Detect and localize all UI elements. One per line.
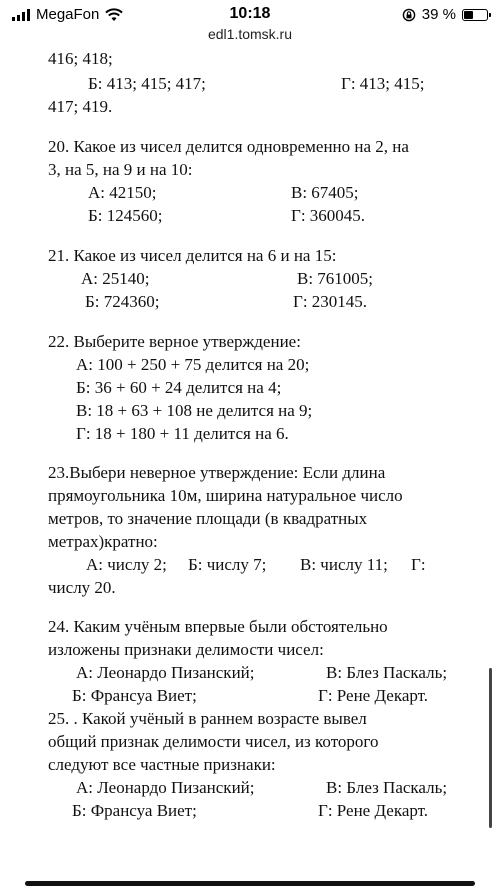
question-25-line-1: 25. . Какой учёный в раннем возрасте вывел	[48, 709, 367, 728]
question-22-answer-v: В: 18 + 63 + 108 не делится на 9;	[76, 401, 313, 420]
question-21-answer-g: Г: 230145.	[293, 292, 368, 311]
question-23-line-1: 23.Выбери неверное утверждение: Если длина	[48, 463, 386, 482]
battery-percent: 39 %	[421, 6, 456, 23]
question-21-answer-v: В: 761005;	[297, 269, 374, 288]
question-24-answer-g: Г: Рене Декарт.	[318, 686, 429, 705]
question-25-line-3: следуют все частные признаки:	[48, 755, 276, 774]
battery-icon	[462, 9, 488, 21]
prev-answer-g-tail: 417; 419.	[48, 97, 113, 116]
question-25-answer-v: В: Блез Паскаль;	[326, 778, 448, 797]
question-23-answer-g: Г:	[411, 555, 426, 574]
rotation-lock-icon	[402, 8, 416, 22]
question-22-line-1: 22. Выберите верное утверждение:	[48, 332, 301, 351]
question-24-answer-v: В: Блез Паскаль;	[326, 663, 448, 682]
vertical-scrollbar[interactable]	[489, 668, 492, 828]
question-21-line-1: 21. Какое из чисел делится на 6 и на 15:	[48, 246, 337, 265]
question-22-answer-a: А: 100 + 250 + 75 делится на 20;	[76, 355, 310, 374]
question-25-answer-b: Б: Франсуа Виет;	[72, 801, 197, 820]
question-20-answer-b: Б: 124560;	[88, 206, 163, 225]
document-page	[0, 48, 500, 868]
home-indicator[interactable]	[25, 881, 475, 886]
question-23-line-3: метров, то значение площади (в квадратных	[48, 509, 368, 528]
question-20-answer-g: Г: 360045.	[291, 206, 366, 225]
question-23-answer-v: В: числу 11;	[300, 555, 388, 574]
question-24-line-2: изложены признаки делимости чисел:	[48, 640, 324, 659]
question-24-answer-a: А: Леонардо Пизанский;	[76, 663, 255, 682]
question-25-answer-a: А: Леонардо Пизанский;	[76, 778, 255, 797]
question-20-line-1: 20. Какое из чисел делится одновременно на 2, на	[48, 137, 409, 156]
prev-answer-a-tail: 416; 418;	[48, 49, 113, 68]
question-21-answer-a: А: 25140;	[81, 269, 150, 288]
status-time: 10:18	[229, 5, 271, 22]
question-20-answer-a: А: 42150;	[88, 183, 157, 202]
url-text: edl1.tomsk.ru	[207, 26, 293, 42]
question-25-line-2: общий признак делимости чисел, из которого	[48, 732, 379, 751]
question-20-line-2: 3, на 5, на 9 и на 10:	[48, 160, 193, 179]
question-21-answer-b: Б: 724360;	[85, 292, 160, 311]
question-23-answer-g-tail: числу 20.	[48, 578, 116, 597]
question-23-line-2: прямоугольника 10м, ширина натуральное число	[48, 486, 403, 505]
battery-level	[464, 11, 473, 19]
question-24-answer-b: Б: Франсуа Виет;	[72, 686, 197, 705]
url-bar[interactable]	[0, 26, 500, 48]
prev-answer-b: Б: 413; 415; 417;	[88, 74, 206, 93]
question-23-answer-a: А: числу 2;	[86, 555, 167, 574]
question-20-answer-v: В: 67405;	[291, 183, 359, 202]
question-22-answer-b: Б: 36 + 60 + 24 делится на 4;	[76, 378, 282, 397]
question-23-answer-b: Б: числу 7;	[188, 555, 267, 574]
status-right	[402, 6, 488, 23]
question-22-answer-g: Г: 18 + 180 + 11 делится на 6.	[76, 424, 289, 443]
question-25-answer-g: Г: Рене Декарт.	[318, 801, 429, 820]
question-24-line-1: 24. Каким учёным впервые были обстоятельно	[48, 617, 388, 636]
carrier-name: MegaFon	[36, 6, 100, 23]
prev-answer-g: Г: 413; 415;	[341, 74, 425, 93]
question-23-line-4: метрах)кратно:	[48, 532, 158, 551]
